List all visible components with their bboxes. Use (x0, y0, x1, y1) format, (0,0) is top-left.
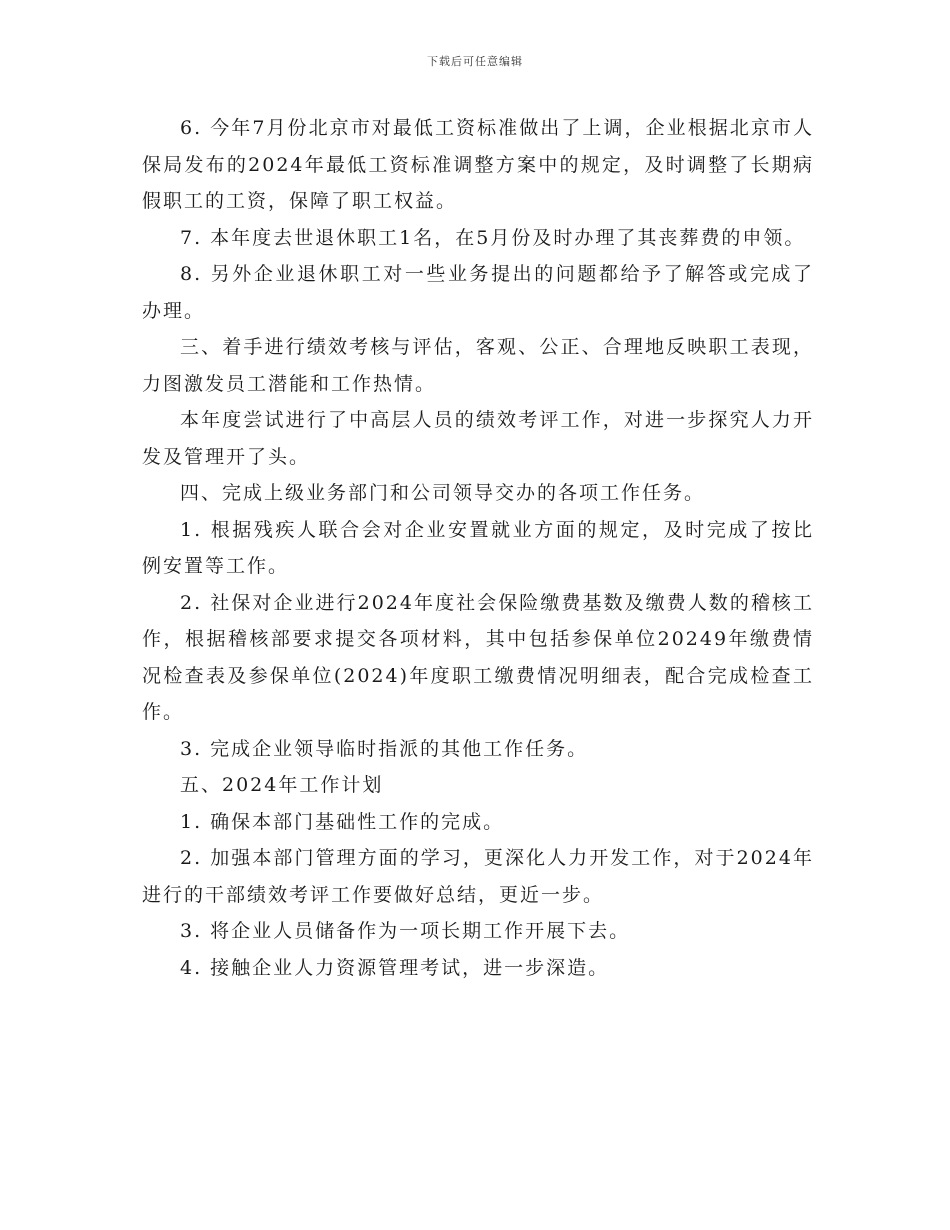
paragraph-plan-3-staff-reserve: 3. 将企业人员储备作为一项长期工作开展下去。 (180, 920, 631, 942)
paragraph-task-3-other-tasks: 3. 完成企业领导临时指派的其他工作任务。 (180, 737, 589, 760)
paragraph-task-1-disabled-placement: 1. 根据残疾人联合会对企业安置就业方面的规定，及时完成了按比例安置等工作。 (142, 518, 814, 577)
paragraph-task-2-social-insurance-audit: 2. 社保对企业进行2024年度社会保险缴费基数及缴费人数的稽核工作，根据稽核部要求提交各项材料，其中包括参保单位20249年缴费情况检查表及参保单位(2024)年度职工缴费情况明细表，配合完成检查工作。 (142, 591, 814, 723)
paragraph-plan-2-management-study: 2. 加强本部门管理方面的学习，更深化人力开发工作，对于2024年进行的干部绩效考评工作要做好总结，更近一步。 (142, 847, 814, 906)
paragraph-item-7-funeral-claim: 7. 本年度去世退休职工1名，在5月份及时办理了其丧葬费的申领。 (180, 226, 806, 249)
paragraph-plan-4-hr-exam: 4. 接触企业人力资源管理考试，进一步深造。 (180, 956, 610, 979)
paragraph-item-6-wage-adjustment: 6. 今年7月份北京市对最低工资标准做出了上调，企业根据北京市人保局发布的2024年最低工资标准调整方案中的规定，及时调整了长期病假职工的工资，保障了职工权益。 (142, 117, 814, 212)
header-note: 下载后可任意编辑 (427, 55, 523, 68)
document-body (142, 110, 814, 986)
paragraph-plan-1-basic-work: 1. 确保本部门基础性工作的完成。 (180, 810, 505, 833)
section-heading-4-tasks: 四、完成上级业务部门和公司领导交办的各项工作任务。 (180, 482, 706, 504)
section-heading-5-work-plan: 五、2024年工作计划 (180, 774, 384, 796)
section-heading-3-performance: 三、着手进行绩效考核与评估，客观、公正、合理地反映职工表现，力图激发员工潜能和工作热情。 (142, 336, 814, 395)
paragraph-item-8-retiree-questions: 8. 另外企业退休职工对一些业务提出的问题都给予了解答或完成了办理。 (142, 263, 814, 322)
paragraph-performance-trial: 本年度尝试进行了中高层人员的绩效考评工作，对进一步探究人力开发及管理开了头。 (142, 409, 814, 468)
